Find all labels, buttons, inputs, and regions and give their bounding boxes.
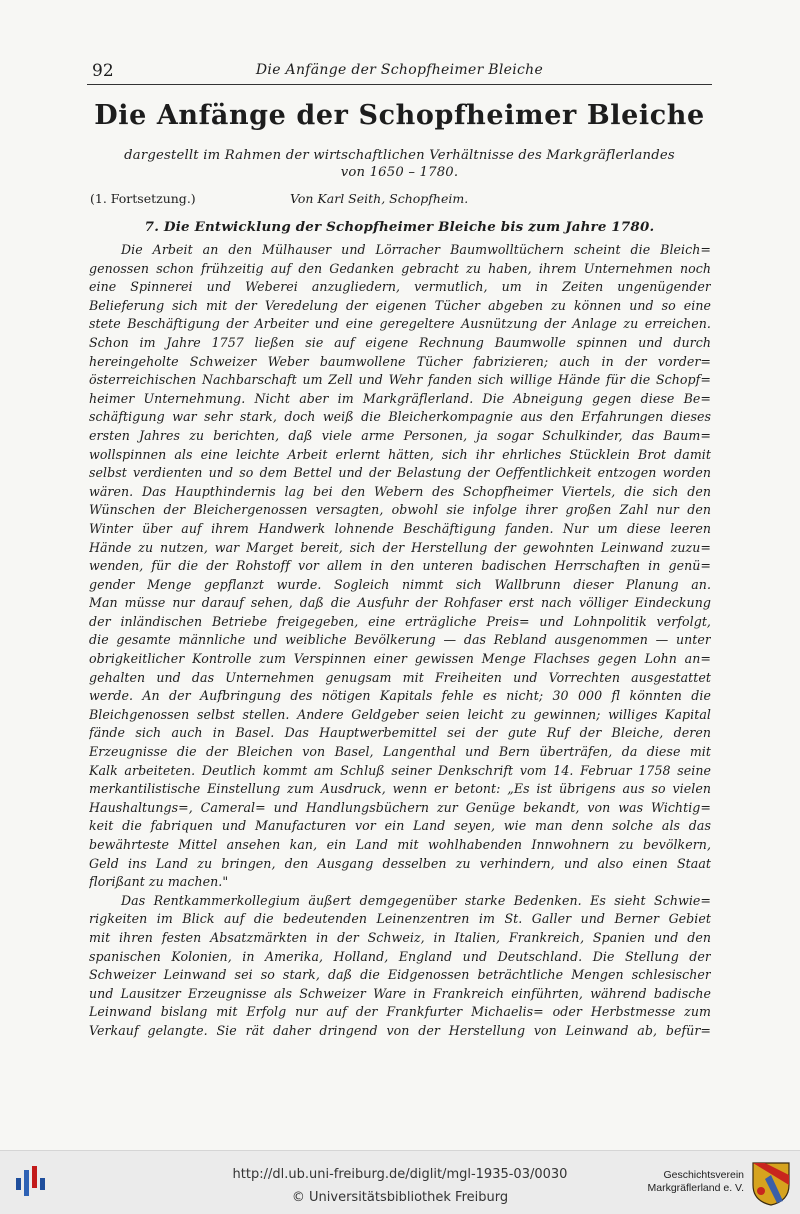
text-line: österreichischen Nachbarschaft um Zell und Wehr fanden sich willige Hände für die Schopf= <box>89 372 711 388</box>
text-line: florißant zu machen." <box>89 874 229 890</box>
text-line: Kalk arbeiteten. Deutlich kommt am Schluß seiner Denkschrift vom 14. Februar 1758 seine <box>89 762 711 778</box>
text-line: Das Rentkammerkollegium äußert demgegenüber starke Bedenken. Es sieht Schwie= <box>121 892 711 908</box>
text-line: gender Menge gepflanzt wurde. Sogleich nimmt sich Wallbrunn dieser Planung an. <box>89 576 711 592</box>
copyright-notice: © Universitätsbibliothek Freiburg <box>291 1190 509 1205</box>
text-line: wenden, für die der Rohstoff vor allem in den unteren badischen Herrschaften in genü= <box>89 558 711 574</box>
society-name-line: Geschichtsverein <box>663 1169 744 1181</box>
text-line: mit ihren festen Absatzmärkten in der Schweiz, in Italien, Frankreich, Spanien und den <box>89 929 711 945</box>
text-line: Winter über auf ihrem Handwerk lohnende Beschäftigung fanden. Nur um diese leeren <box>89 520 711 536</box>
text-line: werde. An der Aufbringung des nötigen Kapitals fehle es nicht; 30 000 fl könnten die <box>89 688 711 704</box>
document-url[interactable]: http://dl.ub.uni-freiburg.de/diglit/mgl-1935-03/0030 <box>232 1167 568 1182</box>
text-line: selbst verdienten und so dem Bettel und der Belastung der Oeffentlichkeit entzogen worden <box>89 465 711 481</box>
section-heading: 7. Die Entwicklung der Schopfheimer Bleiche bis zum Jahre 1780. <box>144 219 655 235</box>
subtitle-line: dargestellt im Rahmen der wirtschaftlichen Verhältnisse des Markgräflerlandes <box>124 148 675 163</box>
text-line: Belieferung sich mit der Veredelung der eigenen Tücher abgeben zu können und so eine <box>89 297 711 313</box>
text-line: der inländischen Betriebe freigegeben, eine erträgliche Preis= und Lohnpolitik verfolgt, <box>89 613 711 629</box>
continuation-note: (1. Fortsetzung.) <box>90 191 196 206</box>
text-line: Haushaltungs=, Cameral= und Handlungsbüchern zur Genüge bekandt, von was Wichtig= <box>89 799 711 815</box>
text-line: Geld ins Land zu bringen, den Ausgang desselben zu verhindern, und also einen Staat <box>89 855 711 871</box>
text-line: Die Arbeit an den Mülhauser und Lörracher Baumwolltüchern scheint die Bleich= <box>121 242 711 257</box>
text-line: stete Beschäftigung der Arbeiter und eine geregeltere Ausnützung der Anlage zu erreichen. <box>89 316 711 332</box>
text-line: hereingeholte Schweizer Weber baumwollene Tücher fabrizieren; auch in der vorder= <box>89 353 711 369</box>
text-line: wollspinnen als eine leichte Arbeit erlernt hätten, sich ihr ehrliches Stücklein Brot damit <box>89 446 711 462</box>
text-line: gehalten und das Unternehmen genugsam mit Freiheiten und Vorrechten ausgestattet <box>89 669 711 685</box>
text-line: Man müsse nur darauf sehen, daß die Ausfuhr der Rohfaser erst nach völliger Eindeckung <box>89 595 711 611</box>
society-name <box>614 1169 744 1195</box>
text-line: Bleichgenossen selbst stellen. Andere Geldgeber seien leicht zu gewinnen; williges Kapital <box>89 706 711 722</box>
text-line: merkantilistische Einstellung zum Ausdruck, wenn er betont: „Es ist übrigens aus so vielen <box>89 781 711 797</box>
text-line: Schon im Jahre 1757 ließen sie auf eigene Rechnung Baumwolle spinnen und durch <box>89 334 711 350</box>
text-line: Erzeugnisse die der Bleichen von Basel, Langenthal und Bern überträfen, da diese mit <box>89 744 711 760</box>
text-line: bewährteste Mittel ansehen kan, ein Land mit wohlhabenden Innwohnern zu bevölkern, <box>89 837 711 852</box>
article-subtitle <box>87 147 712 181</box>
text-line: Hände zu nutzen, war Marget bereit, sich der Herstellung der gewohnten Leinwand zuzu= <box>89 539 711 555</box>
text-line: Leinwand bislang mit Erfolg nur auf der Frankfurter Michaelis= oder Herbstmesse zum <box>89 1004 711 1020</box>
society-name-line: Markgräflerland e. V. <box>647 1182 744 1194</box>
text-line: Verkauf gelangte. Sie rät daher dringend von der Herstellung von Leinwand ab, befür= <box>89 1022 711 1038</box>
text-line: die gesamte männliche und weibliche Bevölkerung — das Rebland ausgenommen — unter <box>89 632 711 648</box>
text-line: schäftigung war sehr stark, doch weiß die Bleicherkompagnie aus den Erfahrungen dieses <box>89 409 711 425</box>
text-line: und Lausitzer Erzeugnisse als Schweizer Ware in Frankreich einführten, während badische <box>89 985 711 1001</box>
article-title: Die Anfänge der Schopfheimer Bleiche <box>94 100 705 131</box>
text-line: wären. Das Haupthindernis lag bei den Webern des Schopfheimer Viertels, die sich den <box>89 483 711 499</box>
text-line: heimer Unternehmung. Nicht aber im Markgräflerland. Die Abneigung gegen diese Be= <box>89 390 711 406</box>
text-line: ersten Jahres zu berichten, daß viele arme Personen, ja sogar Schulkinder, das Baum= <box>89 427 711 443</box>
text-line: fände sich auch in Basel. Das Hauptwerbemittel sei der gute Ruf der Bleiche, deren <box>89 725 711 741</box>
text-line: rigkeiten im Blick auf die bedeutenden Leinenzentren im St. Galler und Berner Gebiet <box>89 911 711 927</box>
text-line: eine Spinnerei und Weberei anzugliedern, vermutlich, um in Zeiten ungenügender <box>89 279 711 295</box>
subtitle-line: von 1650 – 1780. <box>340 165 459 180</box>
text-line: genossen schon frühzeitig auf den Gedanken gebracht zu haben, ihrem Unternehmen noch <box>89 260 711 276</box>
footer-bar <box>0 1150 800 1214</box>
text-line: Schweizer Leinwand sei so stark, daß die Eidgenossen beträchtliche Mengen schlesischer <box>89 967 711 983</box>
text-line: spanischen Kolonien, in Amerika, Holland, England und Deutschland. Die Stellung der <box>89 948 711 964</box>
text-line: obrigkeitlicher Kontrolle zum Verspinnen einer gewissen Menge Flachses gegen Lohn an= <box>89 651 711 667</box>
running-title: Die Anfänge der Schopfheimer Bleiche <box>255 62 544 78</box>
page-number: 92 <box>92 61 114 81</box>
text-line: Wünschen der Bleichergenossen versagten, obwohl sie infolge ihrer großen Zahl nur den <box>89 502 711 518</box>
body-text <box>89 241 711 1041</box>
author-byline: Von Karl Seith, Schopfheim. <box>290 191 469 206</box>
running-head <box>87 60 712 85</box>
text-line: keit die fabriquen und Manufacturen vor ein Land seyen, wie man denn solche als das <box>89 818 711 834</box>
coat-of-arms-icon <box>751 1161 791 1207</box>
